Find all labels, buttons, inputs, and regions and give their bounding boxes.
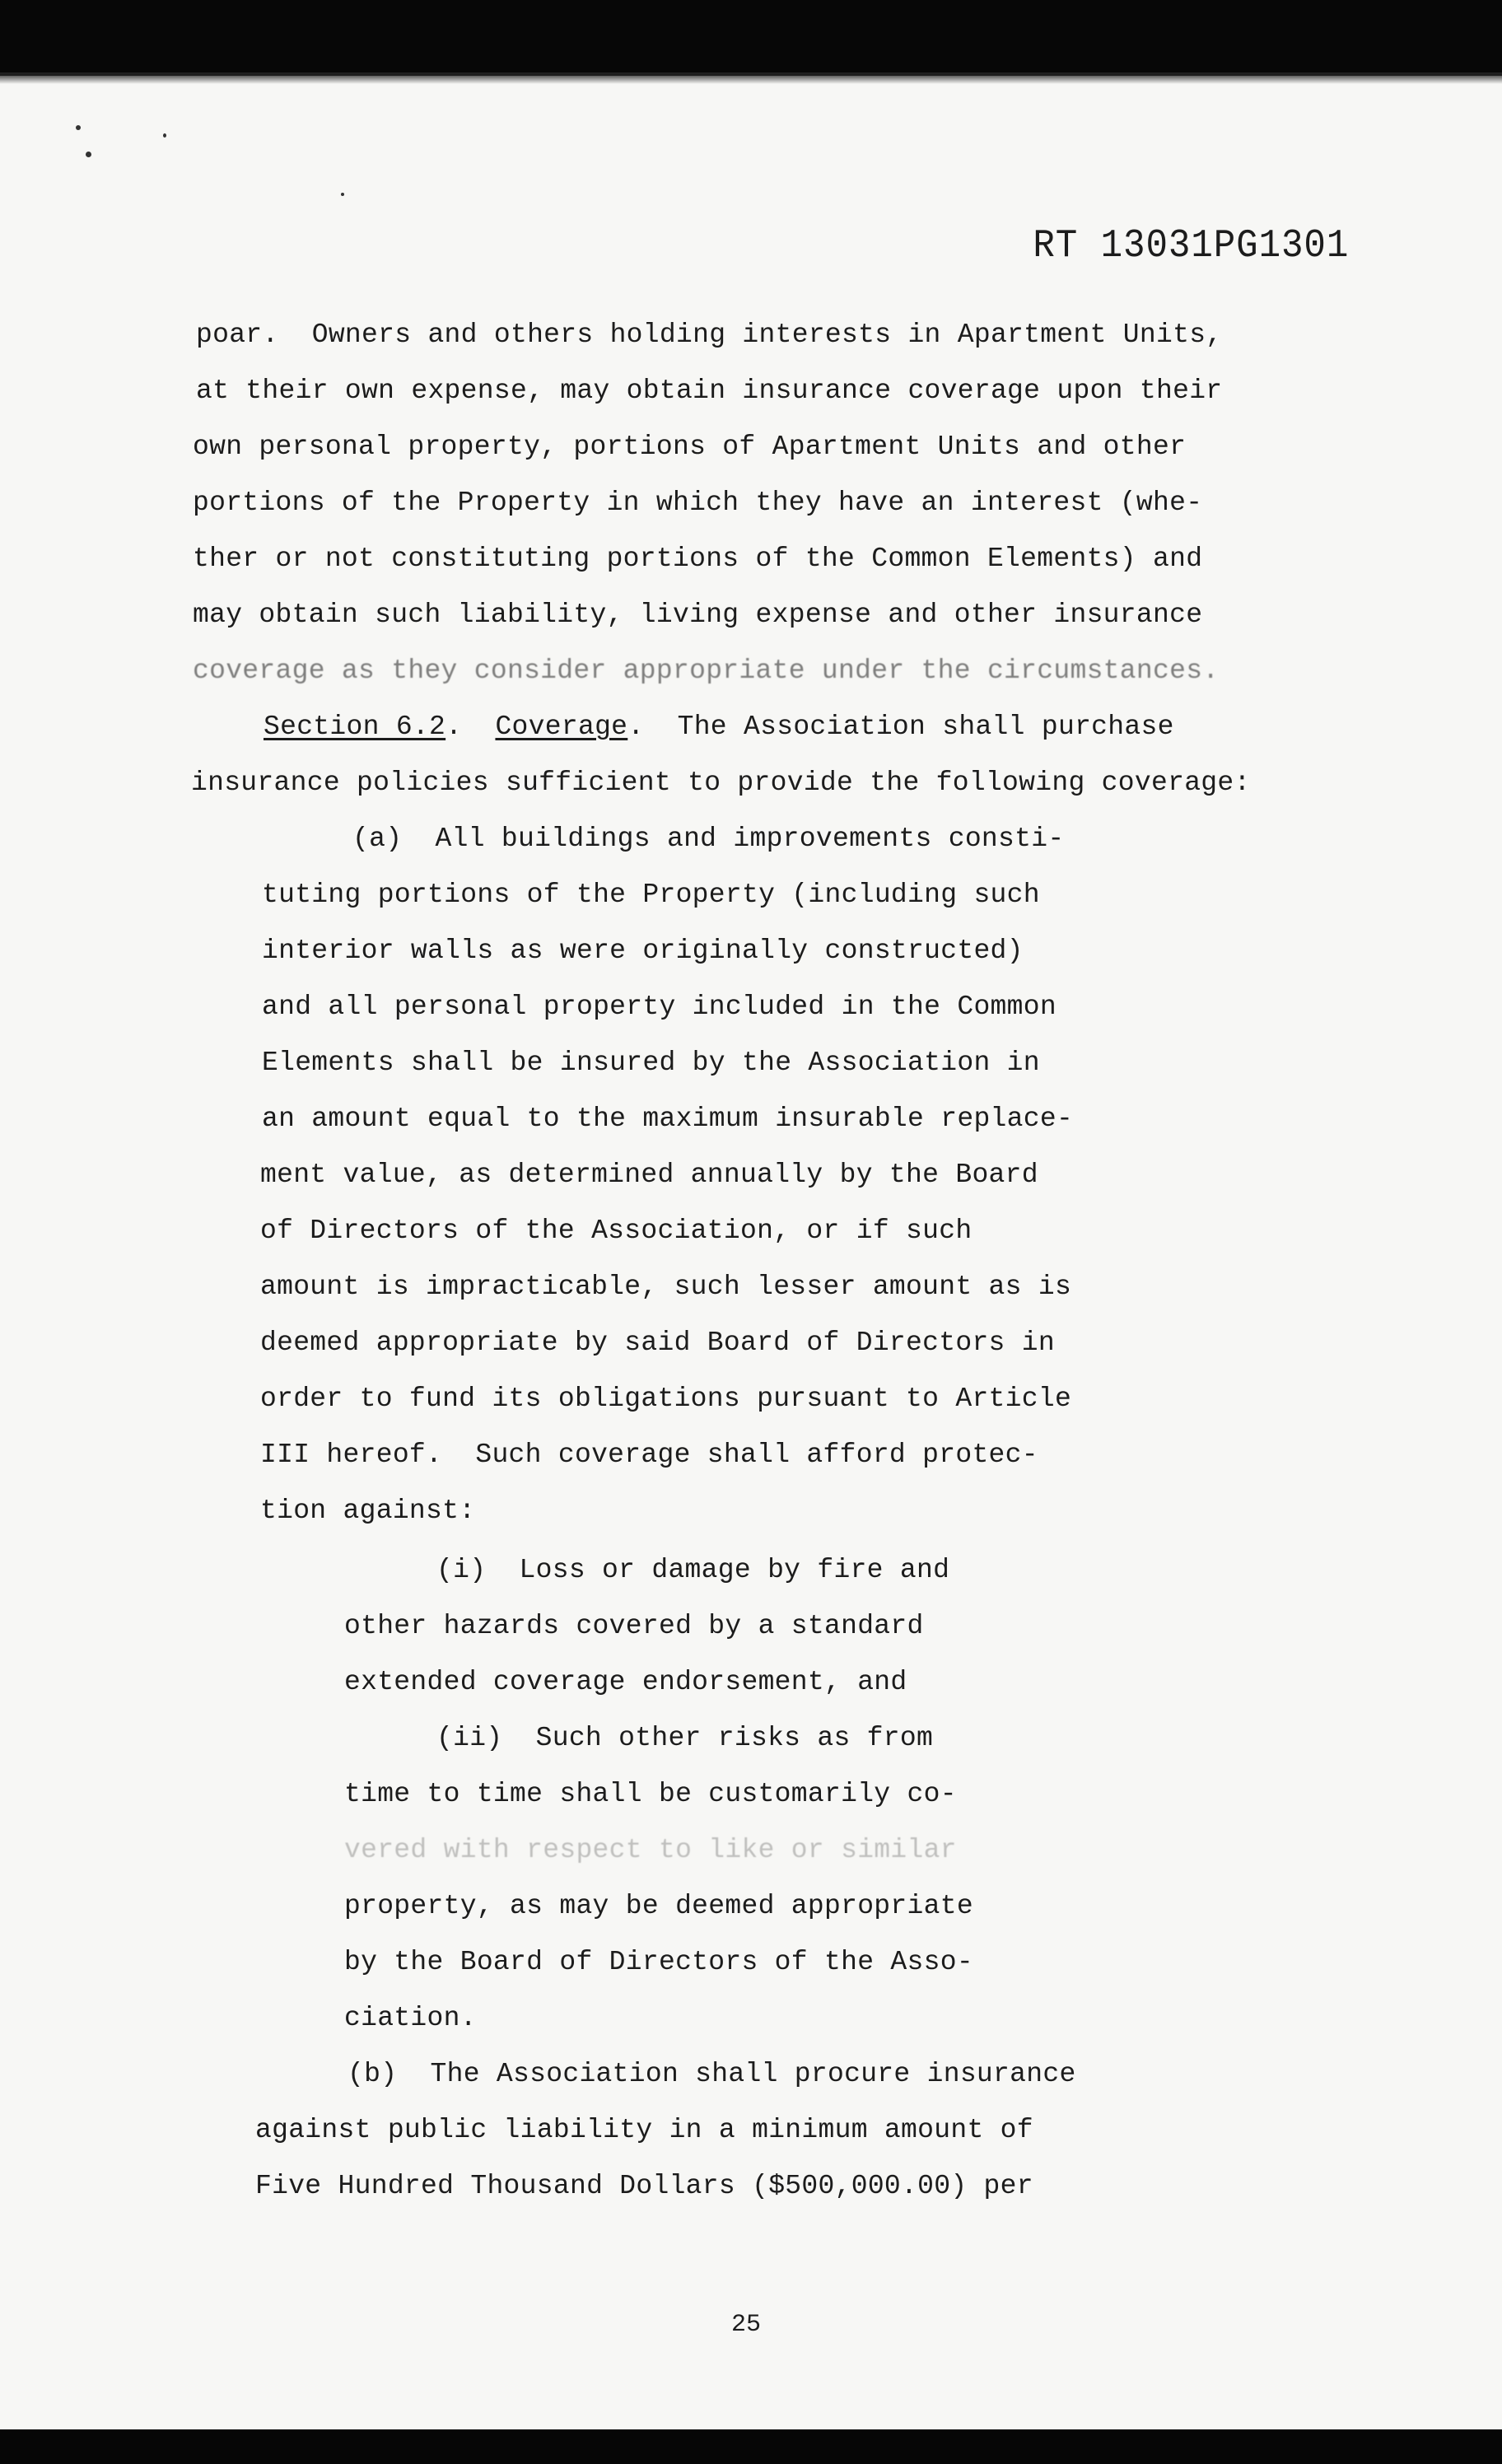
paragraph-a-line: and all personal property included in the Common [262, 992, 1057, 1022]
paragraph-a-line: III hereof. Such coverage shall afford protec- [260, 1440, 1038, 1470]
scan-border-top [0, 0, 1502, 76]
scan-border-bottom [0, 2429, 1502, 2464]
text-line: may obtain such liability, living expense and other insurance [193, 600, 1203, 630]
paragraph-a-line: order to fund its obligations pursuant to Article [260, 1384, 1072, 1414]
paragraph-a-line: amount is impracticable, such lesser amount as is [260, 1272, 1072, 1302]
paragraph-a-line: of Directors of the Association, or if such [260, 1216, 973, 1246]
subparagraph-ii-line: ciation. [344, 2003, 477, 2033]
text-line: poar. Owners and others holding interests in Apartment Units, [196, 320, 1223, 350]
text-line: portions of the Property in which they have an interest (whe- [193, 488, 1203, 518]
text-line: coverage as they consider appropriate under the circumstances. [193, 656, 1220, 686]
paragraph-a-line: deemed appropriate by said Board of Directors in [260, 1328, 1055, 1358]
paragraph-a-line: tion against: [260, 1496, 476, 1526]
page-number: 25 [731, 2311, 762, 2339]
text-line: own personal property, portions of Apartment Units and other [193, 432, 1187, 462]
paragraph-a-line: Elements shall be insured by the Association in [262, 1048, 1040, 1078]
subparagraph-ii-line: (ii) Such other risks as from [436, 1723, 934, 1753]
subparagraph-ii-line: vered with respect to like or similar [344, 1835, 957, 1865]
section-number: Section 6.2 [264, 712, 446, 742]
section-title: Coverage [495, 712, 628, 742]
paragraph-b-line: against public liability in a minimum amount of [255, 2115, 1033, 2145]
scan-speck [86, 152, 91, 157]
subparagraph-i-line: extended coverage endorsement, and [344, 1667, 907, 1697]
subparagraph-ii-line: by the Board of Directors of the Asso- [344, 1947, 973, 1977]
paragraph-a-line: an amount equal to the maximum insurable replace- [262, 1104, 1074, 1134]
scan-speck [76, 125, 81, 130]
scan-speck [163, 133, 166, 138]
text-line: ther or not constituting portions of the Common Elements) and [193, 544, 1203, 574]
subparagraph-ii-line: property, as may be deemed appropriate [344, 1891, 973, 1921]
paragraph-a-line: interior walls as were originally constructed) [262, 936, 1024, 966]
paragraph-b-line: Five Hundred Thousand Dollars ($500,000.00) per [255, 2171, 1033, 2201]
text-line: insurance policies sufficient to provide the following coverage: [191, 768, 1251, 798]
section-heading-line: Section 6.2. Coverage. The Association shall purchase [264, 712, 1174, 742]
subparagraph-ii-line: time to time shall be customarily co- [344, 1779, 957, 1809]
paragraph-a-line: (a) All buildings and improvements consti- [352, 824, 1065, 854]
paragraph-b-line: (b) The Association shall procure insurance [348, 2059, 1076, 2089]
scan-speck [341, 193, 344, 196]
text-line: at their own expense, may obtain insurance coverage upon their [196, 376, 1223, 406]
subparagraph-i-line: other hazards covered by a standard [344, 1611, 924, 1641]
subparagraph-i-line: (i) Loss or damage by fire and [436, 1555, 950, 1585]
paragraph-a-line: tuting portions of the Property (including such [262, 880, 1040, 910]
document-reference-number: RT 13031PG1301 [1033, 224, 1349, 268]
paragraph-a-line: ment value, as determined annually by the Board [260, 1160, 1038, 1190]
